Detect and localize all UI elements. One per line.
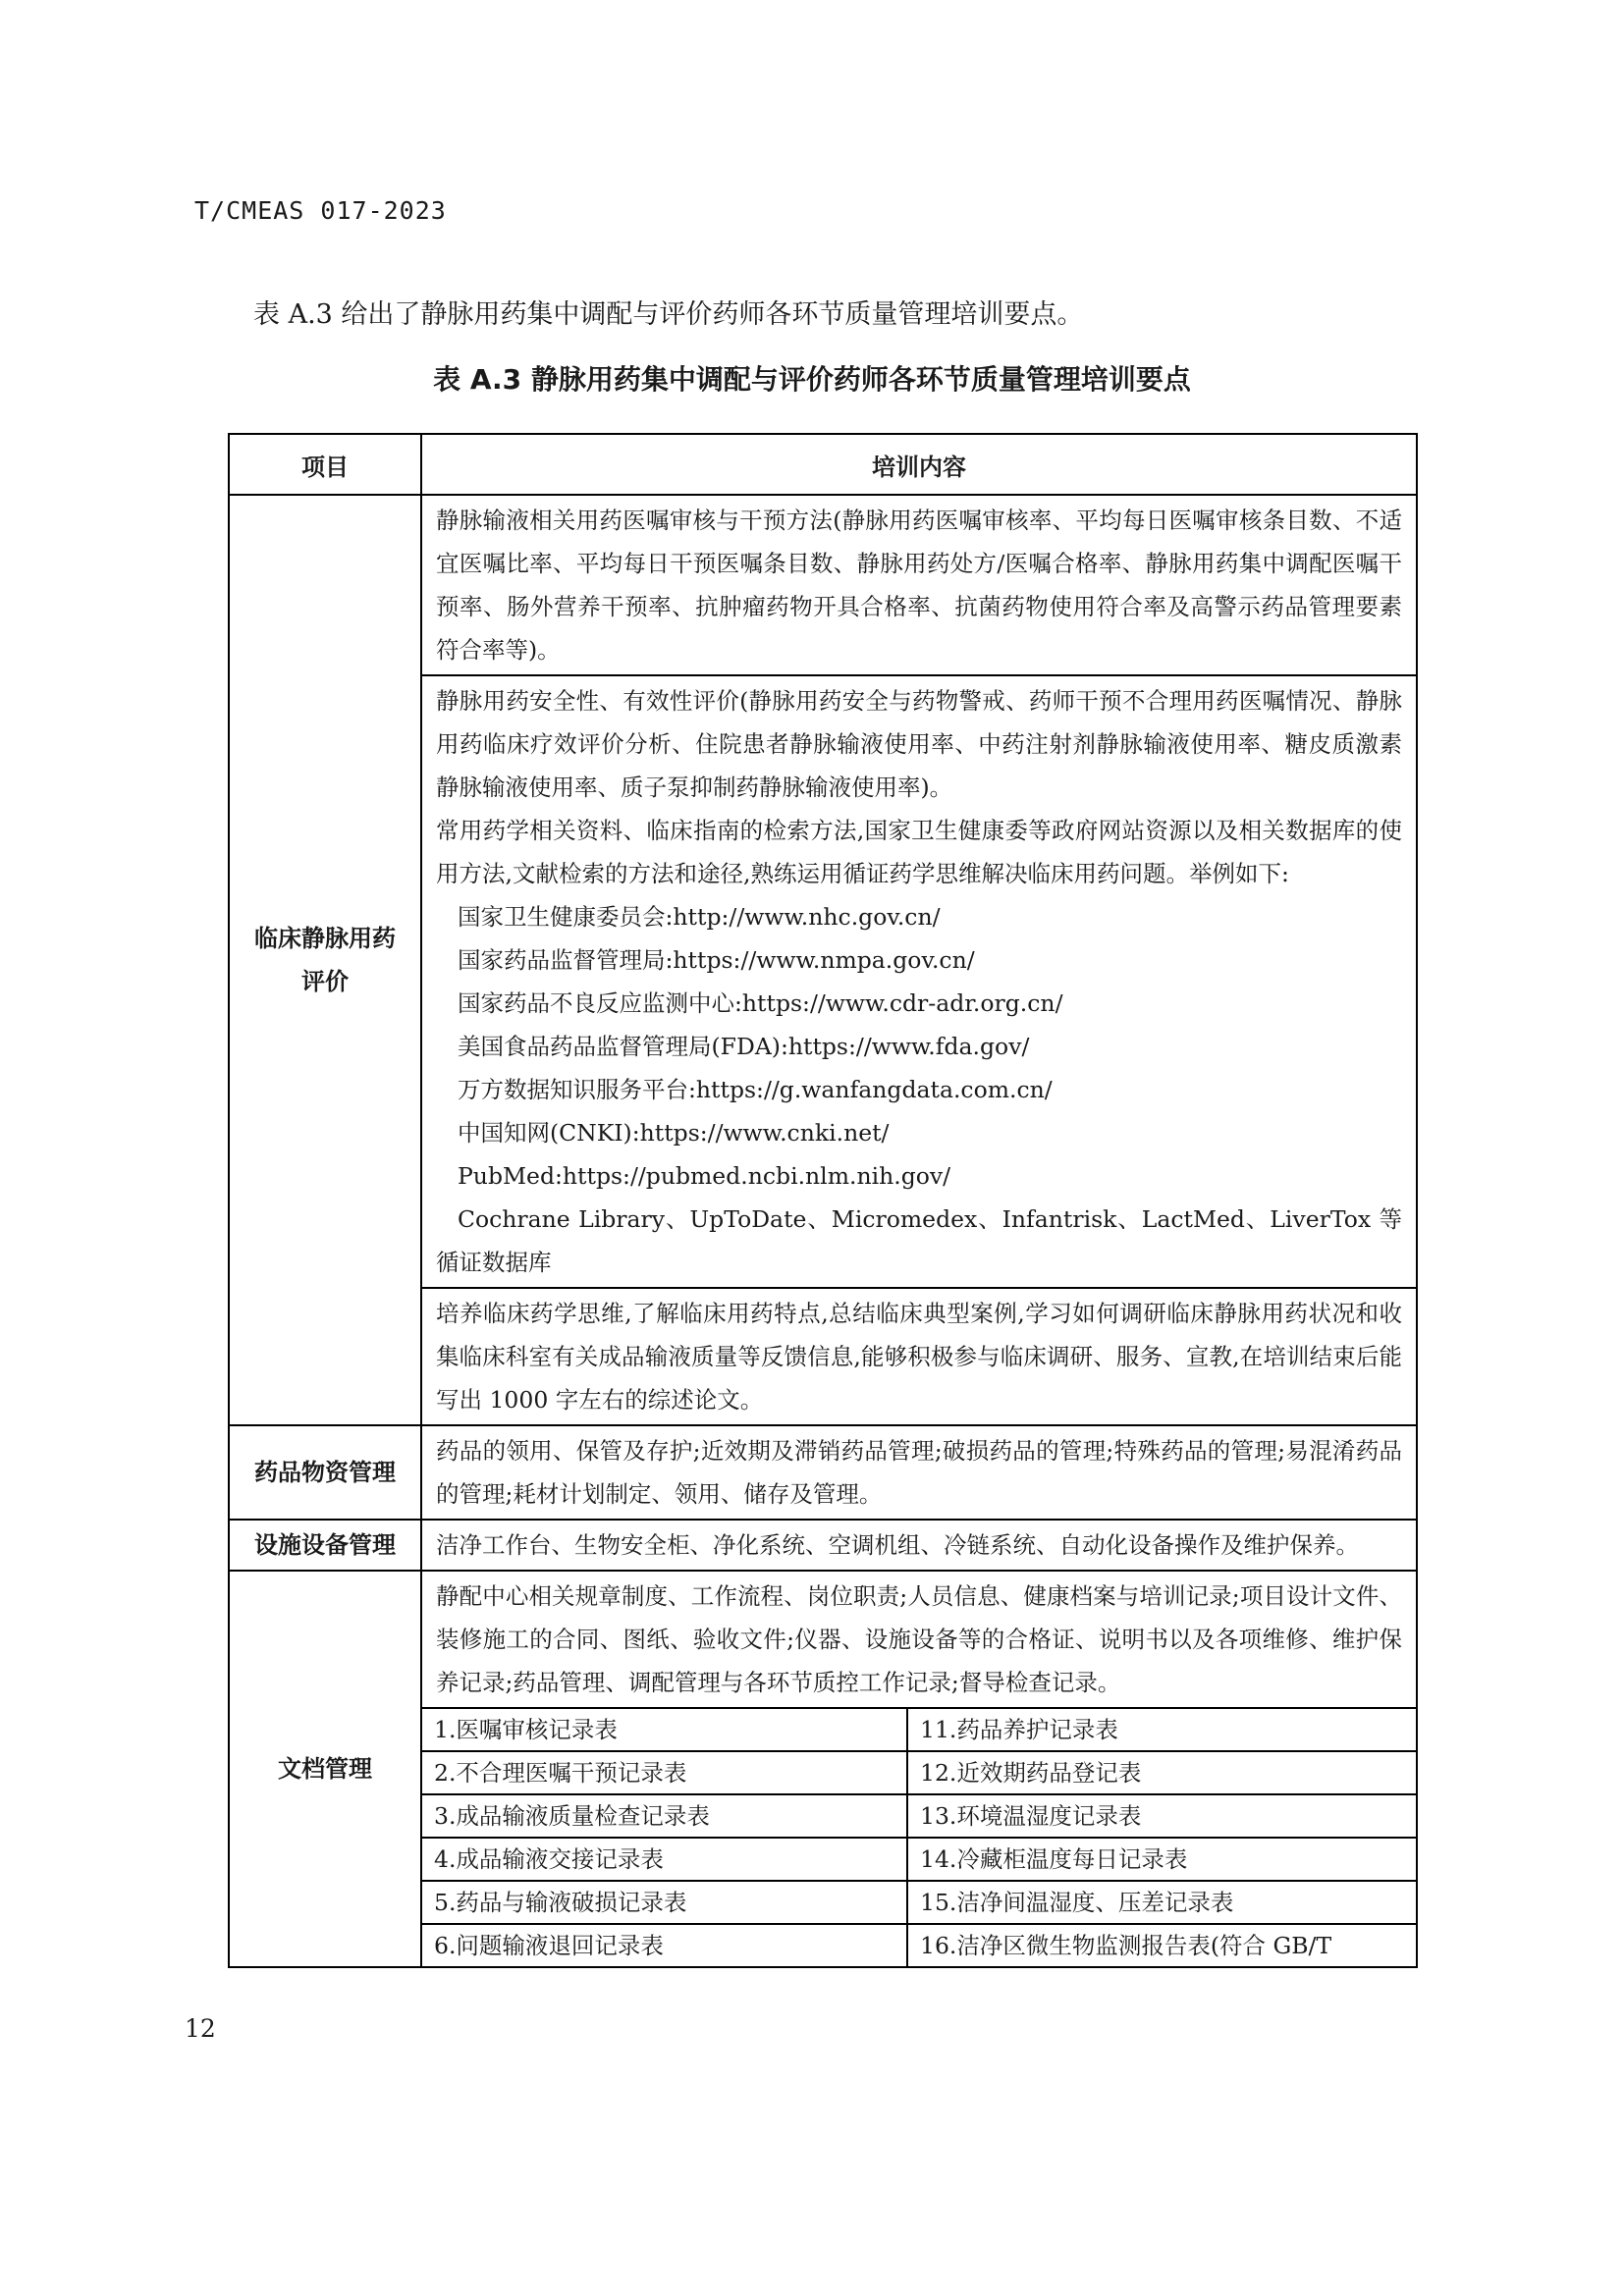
clinical-block-2 — [421, 675, 1417, 1288]
table-caption: 表 A.3 静脉用药集中调配与评价药师各环节质量管理培训要点 — [433, 363, 1191, 396]
clinical-block-1: 静脉输液相关用药医嘱审核与干预方法(静脉用药医嘱审核率、平均每日医嘱审核条目数、不适宜医嘱比率、平均每日干预医嘱条目数、静脉用药处方/医嘱合格率、静脉用药集中调配医嘱干预率、肠外营养干预率、抗肿瘤药物开具合格率、抗菌药物使用符合率及高警示药品管理要素符合率等)。 — [421, 495, 1417, 675]
records-row — [422, 1881, 1416, 1924]
supplies-content: 药品的领用、保管及存护;近效期及滞销药品管理;破损药品的管理;特殊药品的管理;易混淆药品的管理;耗材计划制定、领用、储存及管理。 — [421, 1425, 1417, 1520]
records-row — [422, 1794, 1416, 1838]
table-row — [229, 1425, 1417, 1520]
records-row — [422, 1838, 1416, 1881]
records-table — [422, 1709, 1416, 1966]
table-row — [229, 495, 1417, 675]
link-item: 万方数据知识服务平台:https://g.wanfangdata.com.cn/ — [458, 1076, 1053, 1103]
link-item: 国家药品不良反应监测中心:https://www.cdr-adr.org.cn/ — [458, 989, 1063, 1017]
records-cell — [421, 1708, 1417, 1967]
records-row — [422, 1709, 1416, 1751]
record-right: 13.环境温湿度记录表 — [907, 1794, 1416, 1838]
record-right: 14.冷藏柜温度每日记录表 — [907, 1838, 1416, 1881]
record-left: 1.医嘱审核记录表 — [422, 1709, 907, 1751]
clinical-block-3: 培养临床药学思维,了解临床用药特点,总结临床典型案例,学习如何调研临床静脉用药状况和收集临床科室有关成品输液质量等反馈信息,能够积极参与临床调研、服务、宣教,在培训结束后能写出 1000 字左右的综述论文。 — [421, 1288, 1417, 1425]
document-code: T/CMEAS 017-2023 — [194, 196, 447, 225]
records-row — [422, 1751, 1416, 1794]
record-right: 11.药品养护记录表 — [907, 1709, 1416, 1751]
category-documents: 文档管理 — [229, 1571, 421, 1967]
record-right: 12.近效期药品登记表 — [907, 1751, 1416, 1794]
record-right: 16.洁净区微生物监测报告表(符合 GB/T — [907, 1924, 1416, 1966]
documents-content: 静配中心相关规章制度、工作流程、岗位职责;人员信息、健康档案与培训记录;项目设计文件、装修施工的合同、图纸、验收文件;仪器、设施设备等的合格证、说明书以及各项维修、维护保养记录;药品管理、调配管理与各环节质控工作记录;督导检查记录。 — [421, 1571, 1417, 1708]
link-item: 国家药品监督管理局:https://www.nmpa.gov.cn/ — [458, 946, 975, 974]
header-content: 培训内容 — [421, 434, 1417, 495]
category-clinical-line2: 评价 — [301, 968, 349, 995]
table-row — [229, 1520, 1417, 1571]
category-supplies: 药品物资管理 — [229, 1425, 421, 1520]
category-clinical — [229, 495, 421, 1425]
database-list: Cochrane Library、UpToDate、Micromedex、Infantrisk、LactMed、LiverTox 等循证数据库 — [436, 1205, 1402, 1276]
record-left: 3.成品输液质量检查记录表 — [422, 1794, 907, 1838]
record-left: 6.问题输液退回记录表 — [422, 1924, 907, 1966]
link-item: 中国知网(CNKI):https://www.cnki.net/ — [458, 1119, 890, 1147]
link-item: 国家卫生健康委员会:http://www.nhc.gov.cn/ — [458, 903, 941, 931]
table-row — [229, 1571, 1417, 1708]
training-table — [228, 433, 1418, 1968]
clinical-block-2-para-2: 常用药学相关资料、临床指南的检索方法,国家卫生健康委等政府网站资源以及相关数据库的使用方法,文献检索的方法和途径,熟练运用循证药学思维解决临床用药问题。举例如下: — [436, 817, 1402, 887]
clinical-block-2-para-1: 静脉用药安全性、有效性评价(静脉用药安全与药物警戒、药师干预不合理用药医嘱情况、静脉用药临床疗效评价分析、住院患者静脉输液使用率、中药注射剂静脉输液使用率、糖皮质激素静脉输液使用率、质子泵抑制药静脉输液使用率)。 — [436, 687, 1402, 801]
records-row — [422, 1924, 1416, 1966]
page-number: 12 — [185, 2014, 216, 2043]
header-item: 项目 — [229, 434, 421, 495]
record-left: 4.成品输液交接记录表 — [422, 1838, 907, 1881]
category-facility: 设施设备管理 — [229, 1520, 421, 1571]
facility-content: 洁净工作台、生物安全柜、净化系统、空调机组、冷链系统、自动化设备操作及维护保养。 — [421, 1520, 1417, 1571]
record-left: 5.药品与输液破损记录表 — [422, 1881, 907, 1924]
table-header-row — [229, 434, 1417, 495]
link-item: PubMed:https://pubmed.ncbi.nlm.nih.gov/ — [458, 1162, 951, 1190]
record-right: 15.洁净间温湿度、压差记录表 — [907, 1881, 1416, 1924]
link-item: 美国食品药品监督管理局(FDA):https://www.fda.gov/ — [458, 1033, 1030, 1060]
record-left: 2.不合理医嘱干预记录表 — [422, 1751, 907, 1794]
intro-paragraph: 表 A.3 给出了静脉用药集中调配与评价药师各环节质量管理培训要点。 — [253, 299, 1084, 330]
category-clinical-line1: 临床静脉用药 — [254, 925, 396, 952]
